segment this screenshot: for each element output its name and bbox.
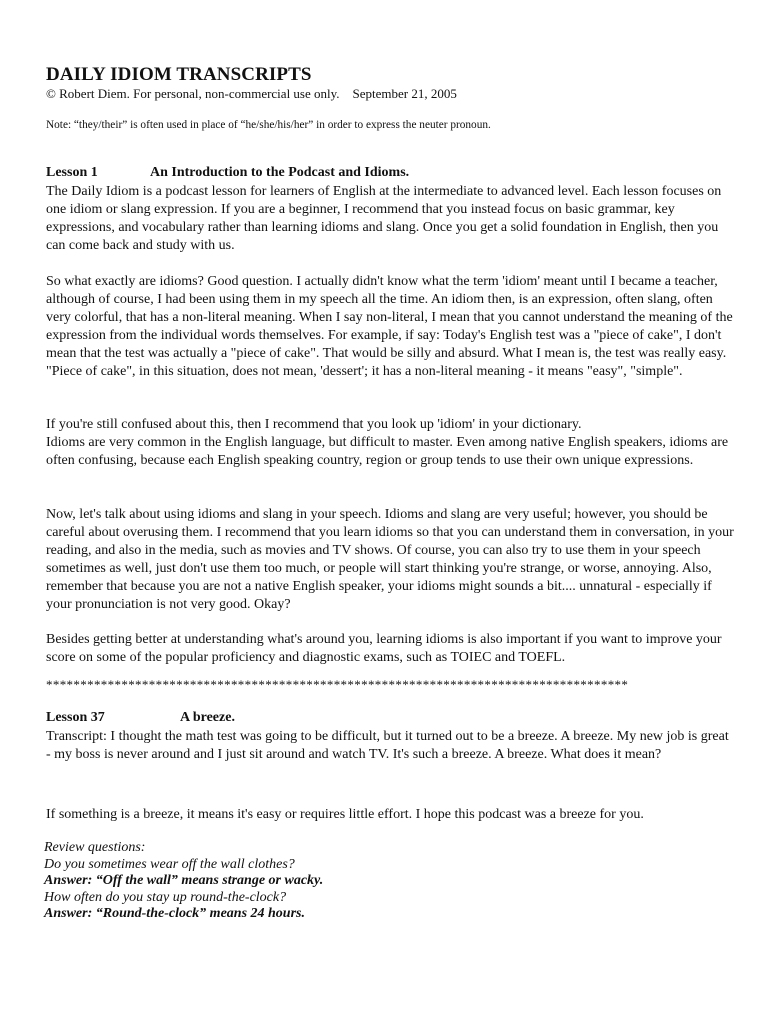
lesson-1-paragraph: If you're still confused about this, then I recommend that you look up 'idiom' in your dictionary.: [46, 417, 582, 432]
lesson-1-paragraph: Now, let's talk about using idioms and slang in your speech. Idioms and slang are very useful; however, you should be careful about overusing them. I recommend that you learn idioms so that you can understand them in conversation, in your reading, and also in the media, such as movies and TV shows. Of course, you can also try to use them in your speech sometimes as well, just don't use them too much, or people will start thinking you're strange, or worse, annoying. Also, remember that because you are not a native English speaker, your idioms might sounds a bit.... unnatural - especially if your pronunciation is not very good. Okay?: [46, 507, 734, 612]
lesson-1-number: Lesson 1: [46, 165, 98, 180]
publication-date: September 21, 2005: [352, 86, 457, 101]
lesson-1-heading: [46, 165, 410, 181]
lesson-1-title: An Introduction to the Podcast and Idioms.: [150, 165, 410, 180]
lesson-1-paragraph: The Daily Idiom is a podcast lesson for learners of English at the intermediate to advanced level. Each lesson focuses on one idiom or slang expression. If you are a beginner, I recommend that you instead focus on basic grammar, key expressions, and vocabulary rather than learning idioms and slang. Once you get a solid foundation in English, then you can come back and study with us.: [46, 184, 722, 253]
lesson-37-explanation: If something is a breeze, it means it's easy or requires little effort. I hope this podcast was a breeze for you.: [46, 807, 644, 822]
lesson-1-paragraph: So what exactly are idioms? Good question. I actually didn't know what the term 'idiom' meant until I became a teacher, although of course, I had been using them in my speech all the time. An idiom then, is an expression, often slang, often very colorful, that has a non-literal meaning. When I say non-literal, I mean that you cannot understand the meaning of the expression from the individual words themselves. For example, if say: Today's English test was a "piece of cake", I don't mean that the test was actually a "piece of cake". That would be silly and absurd. What I mean is, the test was really easy. "Piece of cake", in this situation, does not mean, 'dessert'; it has a non-literal meaning - it means "easy", "simple".: [46, 274, 733, 379]
page-title: DAILY IDIOM TRANSCRIPTS: [46, 64, 312, 85]
section-separator: *************************************************************************************: [46, 677, 629, 692]
lesson-1-paragraph: Idioms are very common in the English language, but difficult to master. Even among native English speakers, idioms are often confusing, because each English speaking country, region or group tends to use their own unique expressions.: [46, 435, 729, 468]
review-questions: [44, 840, 323, 923]
review-question: Do you sometimes wear off the wall clothes?: [44, 856, 295, 872]
review-answer: Answer: “Round-the-clock” means 24 hours.: [44, 906, 305, 921]
lesson-37-number: Lesson 37: [46, 710, 105, 725]
review-question: How often do you stay up round-the-clock?: [44, 889, 287, 905]
lesson-1-paragraph: Besides getting better at understanding what's around you, learning idioms is also important if you want to improve your score on some of the popular proficiency and diagnostic exams, such as TOIEC and TOEFL.: [46, 632, 722, 665]
copyright-text: © Robert Diem. For personal, non-commercial use only.: [46, 86, 340, 101]
lesson-37-transcript: Transcript: I thought the math test was going to be difficult, but it turned out to be a breeze. A breeze. My new job is great - my boss is never around and I just sit around and watch TV. It's such a breeze. A breeze. What does it mean?: [46, 729, 729, 762]
review-heading: Review questions:: [44, 840, 146, 855]
copyright-line: [46, 86, 457, 102]
lesson-37-title: A breeze.: [180, 710, 235, 725]
review-answer: Answer: “Off the wall” means strange or wacky.: [44, 873, 324, 888]
pronoun-note: Note: “they/their” is often used in place of “he/she/his/her” in order to express the neuter pronoun.: [46, 119, 491, 131]
lesson-37-heading: [46, 710, 235, 726]
